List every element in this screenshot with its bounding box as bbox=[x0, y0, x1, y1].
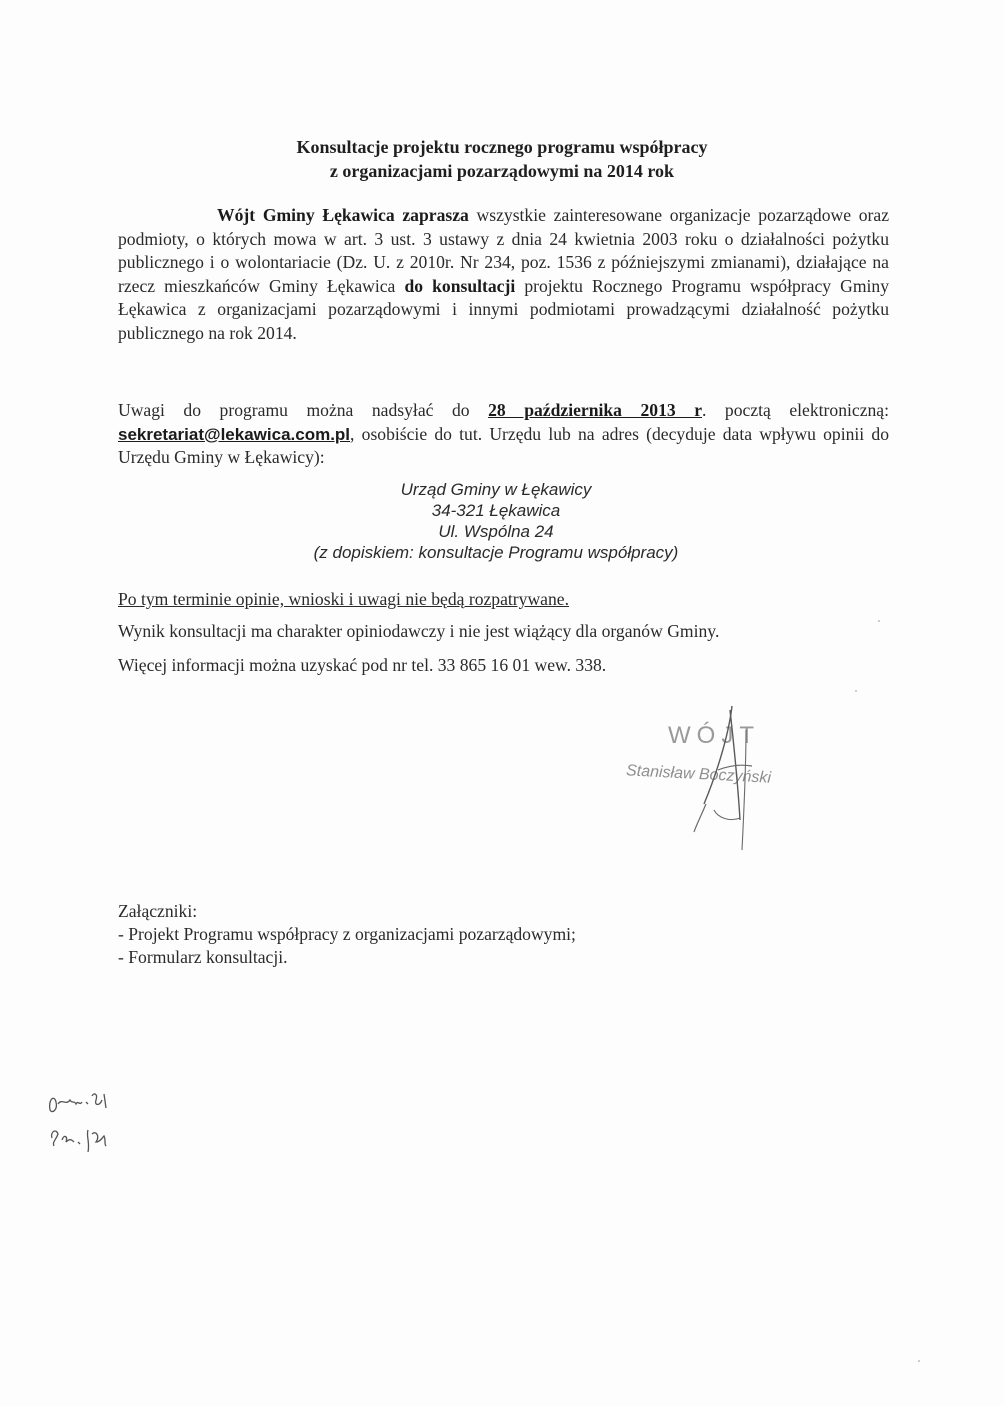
deadline-note: Po tym terminie opinie, wnioski i uwagi nie będą rozpatrywane. bbox=[118, 589, 569, 609]
intro-paragraph bbox=[118, 204, 889, 346]
result-note: Wynik konsultacji ma charakter opiniodawczy i nie jest wiążący dla organów Gminy. bbox=[118, 621, 720, 641]
scan-speck bbox=[918, 1360, 920, 1362]
comments-paragraph bbox=[118, 399, 889, 470]
scan-speck bbox=[855, 690, 857, 692]
address-line-street: Ul. Wspólna 24 bbox=[438, 522, 554, 541]
info-note: Więcej informacji można uzyskać pod nr tel. 33 865 16 01 wew. 338. bbox=[118, 655, 607, 675]
scan-speck bbox=[878, 620, 880, 622]
attachments-heading: Załączniki: bbox=[118, 901, 198, 921]
stamp-name: Stanisław Boczyński bbox=[625, 762, 772, 787]
comments-text-3: , osobiście do tut. Urzędu lub na adres (decyduje data wpływu opinii do Urzędu Gminy w Łękawicy): bbox=[118, 423, 889, 468]
comments-deadline: 28 października 2013 r bbox=[488, 400, 702, 420]
address-line-postcode: 34-321 Łękawica bbox=[431, 501, 561, 520]
comments-text-1: Uwagi do programu można nadsyłać do bbox=[118, 400, 489, 420]
address-line-note: (z dopiskiem: konsultacje Programu współpracy) bbox=[313, 543, 679, 562]
document-title-line2: z organizacjami pozarządowymi na 2014 rok bbox=[329, 161, 675, 181]
handwritten-note-icon bbox=[44, 1080, 134, 1180]
intro-text-1: wszystkie zainteresowane organizacje pozarządowe oraz podmioty, o których mowa w art. 3 ust. 3 ustawy z dnia 24 kwietnia 2003 roku o działalności pożytku publicznego i o wolontariacie (Dz. U. z 2010r. Nr 234, poz. 1536 z późniejszymi zmianami), działające na rzecz mieszkańców Gminy Łękawica bbox=[118, 205, 890, 296]
email-link[interactable]: sekretariat@lekawica.com.pl bbox=[118, 424, 351, 444]
attachment-item: - Formularz konsultacji. bbox=[118, 946, 288, 967]
address-line-office: Urząd Gminy w Łękawicy bbox=[400, 480, 592, 499]
signature-icon bbox=[670, 700, 790, 860]
comments-text-2: . pocztą elektroniczną: bbox=[702, 400, 889, 420]
attachment-item: - Projekt Programu współpracy z organizacjami pozarządowymi; bbox=[118, 924, 576, 944]
document-title-line1: Konsultacje projektu rocznego programu współpracy bbox=[296, 137, 708, 157]
intro-bold-start: Wójt Gminy Łękawica zaprasza bbox=[217, 205, 469, 225]
intro-bold-mid: do konsultacji bbox=[404, 275, 516, 296]
stamp-title: WÓJT bbox=[668, 722, 760, 749]
intro-text-2: projektu Rocznego Programu współpracy Gminy Łękawica z organizacjami pozarządowymi i innymi podmiotami prowadzącymi działalność pożytku publicznego na rok 2014. bbox=[118, 275, 890, 343]
attachments-list bbox=[118, 923, 576, 968]
